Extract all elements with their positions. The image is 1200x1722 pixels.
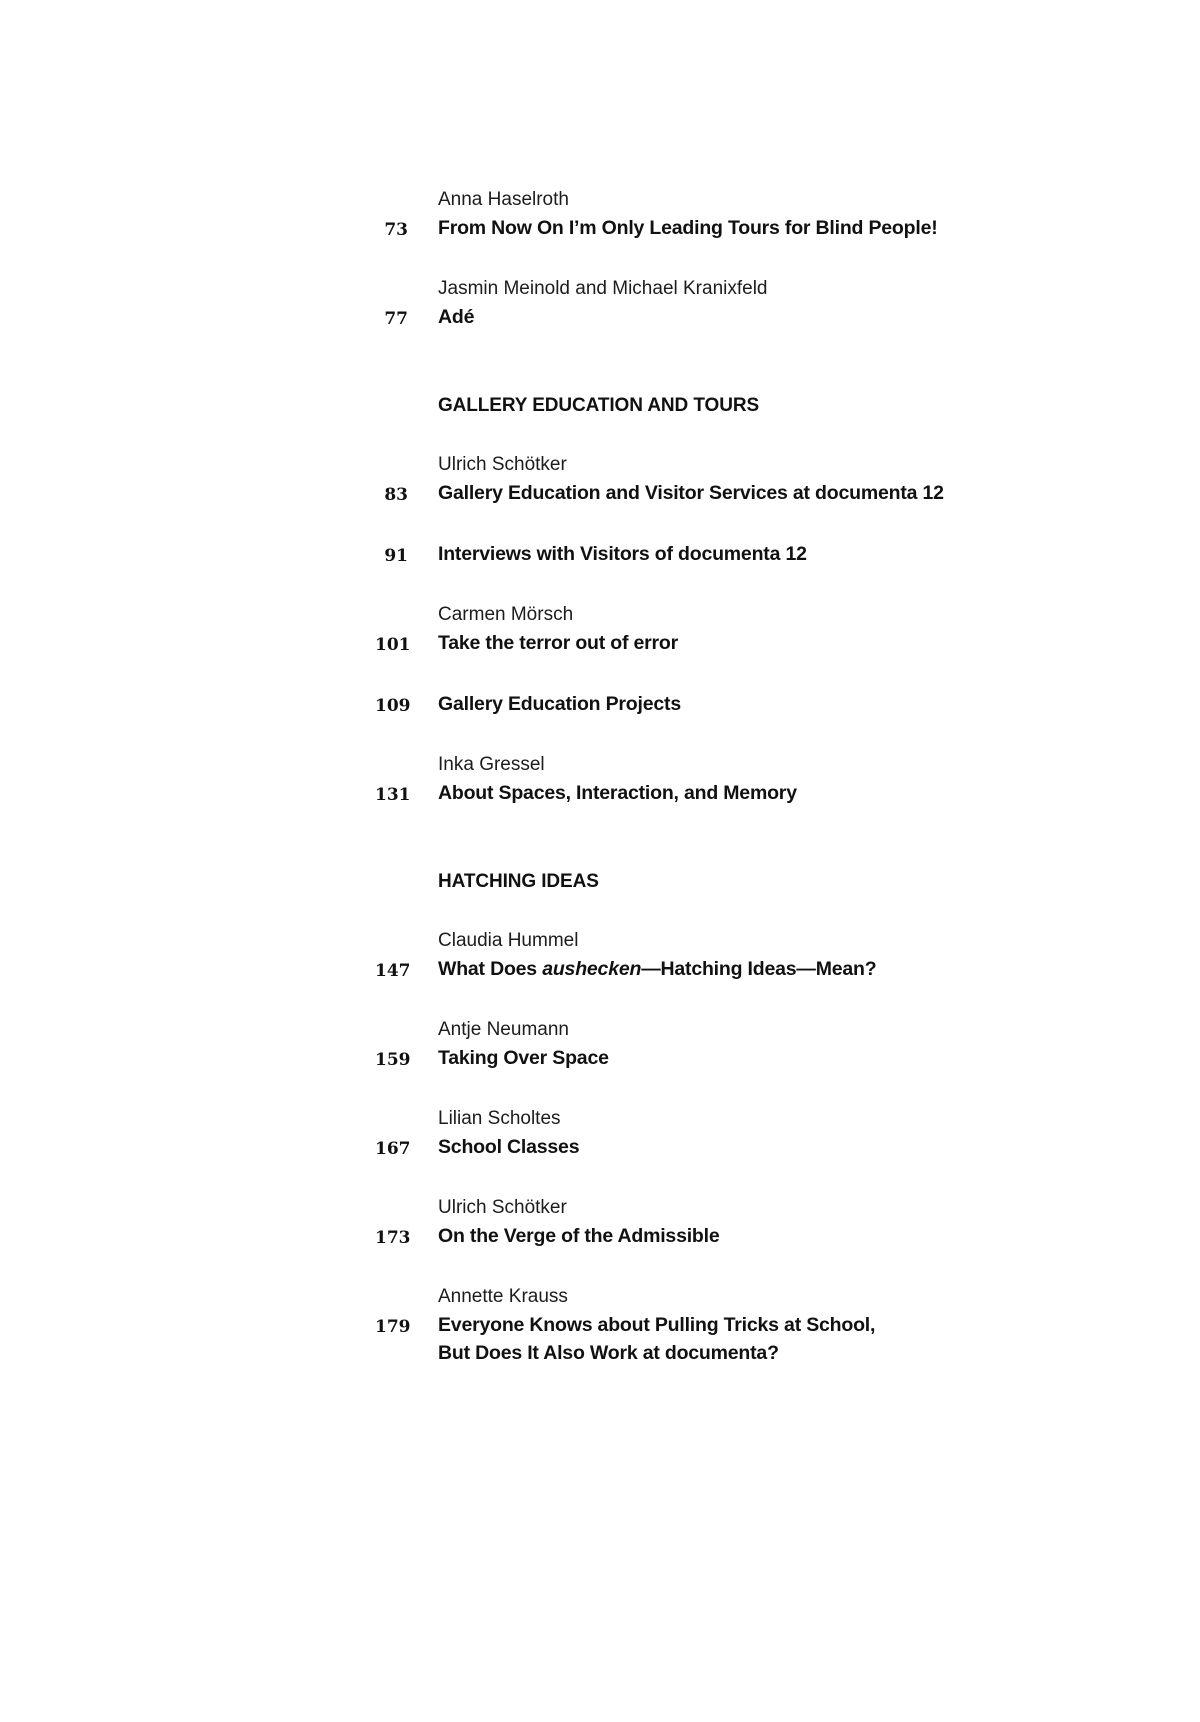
toc-entry bbox=[375, 451, 995, 509]
entry-author: Lilian Scholtes bbox=[438, 1108, 561, 1129]
entry-title bbox=[438, 955, 876, 983]
entry-page-number: 73 bbox=[384, 220, 408, 240]
toc-entry bbox=[375, 1105, 995, 1163]
entry-title-line bbox=[375, 540, 995, 570]
entry-title: Take the terror out of error bbox=[438, 632, 678, 654]
entry-title: Gallery Education and Visitor Services at documenta 12 bbox=[438, 482, 944, 504]
entry-page-number: 109 bbox=[375, 696, 411, 716]
entry-page-number: 131 bbox=[375, 785, 411, 805]
toc-entry bbox=[375, 601, 995, 659]
entry-author: Jasmin Meinold and Michael Kranixfeld bbox=[438, 278, 768, 299]
entry-author: Annette Krauss bbox=[438, 1286, 568, 1307]
entry-page-number: 101 bbox=[375, 635, 411, 655]
entry-title: School Classes bbox=[438, 1136, 580, 1158]
toc-entry bbox=[375, 927, 995, 985]
entry-page-number: 83 bbox=[384, 485, 408, 505]
entry-title-part: —Hatching Ideas—Mean? bbox=[641, 958, 877, 980]
entry-title-line bbox=[375, 1044, 995, 1074]
entry-title-line bbox=[375, 479, 995, 509]
entry-page-number: 179 bbox=[375, 1317, 411, 1337]
entry-title: Taking Over Space bbox=[438, 1047, 609, 1069]
toc-entry bbox=[375, 751, 995, 809]
entry-title bbox=[438, 1311, 875, 1367]
entry-title-line bbox=[375, 1133, 995, 1163]
entry-author: Antje Neumann bbox=[438, 1019, 569, 1040]
entry-page-number: 167 bbox=[375, 1139, 411, 1159]
entry-title-line bbox=[375, 1222, 995, 1252]
entry-author: Carmen Mörsch bbox=[438, 604, 574, 625]
entry-author: Claudia Hummel bbox=[438, 930, 579, 951]
entry-author: Ulrich Schötker bbox=[438, 1197, 567, 1218]
entry-title-part: What Does bbox=[438, 958, 543, 980]
entry-title-italic: aushecken bbox=[542, 958, 642, 980]
entry-title-line bbox=[375, 779, 995, 809]
entry-title-line1: Everyone Knows about Pulling Tricks at School, bbox=[438, 1314, 876, 1336]
entry-page-number: 147 bbox=[375, 961, 411, 981]
entry-title-line bbox=[375, 1311, 995, 1367]
entry-page-number: 173 bbox=[375, 1228, 411, 1248]
entry-page-number: 91 bbox=[384, 546, 408, 566]
table-of-contents bbox=[375, 186, 995, 1367]
entry-title: Gallery Education Projects bbox=[438, 693, 681, 715]
entry-title: On the Verge of the Admissible bbox=[438, 1225, 720, 1247]
entry-page-number: 159 bbox=[375, 1050, 411, 1070]
toc-entry bbox=[375, 1016, 995, 1074]
entry-title-line bbox=[375, 690, 995, 720]
toc-entry bbox=[375, 186, 995, 244]
entry-title-line2: But Does It Also Work at documenta? bbox=[438, 1342, 779, 1364]
entry-author: Inka Gressel bbox=[438, 754, 545, 775]
entry-title-line bbox=[375, 629, 995, 659]
section-heading-hatching-ideas: HATCHING IDEAS bbox=[438, 871, 599, 892]
toc-entry bbox=[375, 540, 995, 570]
entry-title-line bbox=[375, 303, 995, 333]
entry-title-line bbox=[375, 955, 995, 985]
toc-entry bbox=[375, 690, 995, 720]
entry-title: Adé bbox=[438, 306, 475, 328]
toc-entry bbox=[375, 275, 995, 333]
entry-author: Ulrich Schötker bbox=[438, 454, 567, 475]
toc-entry bbox=[375, 1194, 995, 1252]
toc-entry bbox=[375, 1283, 995, 1367]
entry-title-line bbox=[375, 214, 995, 244]
entry-page-number: 77 bbox=[384, 309, 408, 329]
section-heading-gallery-education: GALLERY EDUCATION AND TOURS bbox=[438, 395, 760, 416]
entry-title: From Now On I’m Only Leading Tours for Blind People! bbox=[438, 217, 938, 239]
entry-title: Interviews with Visitors of documenta 12 bbox=[438, 543, 807, 565]
entry-title: About Spaces, Interaction, and Memory bbox=[438, 782, 797, 804]
entry-author: Anna Haselroth bbox=[438, 189, 569, 210]
